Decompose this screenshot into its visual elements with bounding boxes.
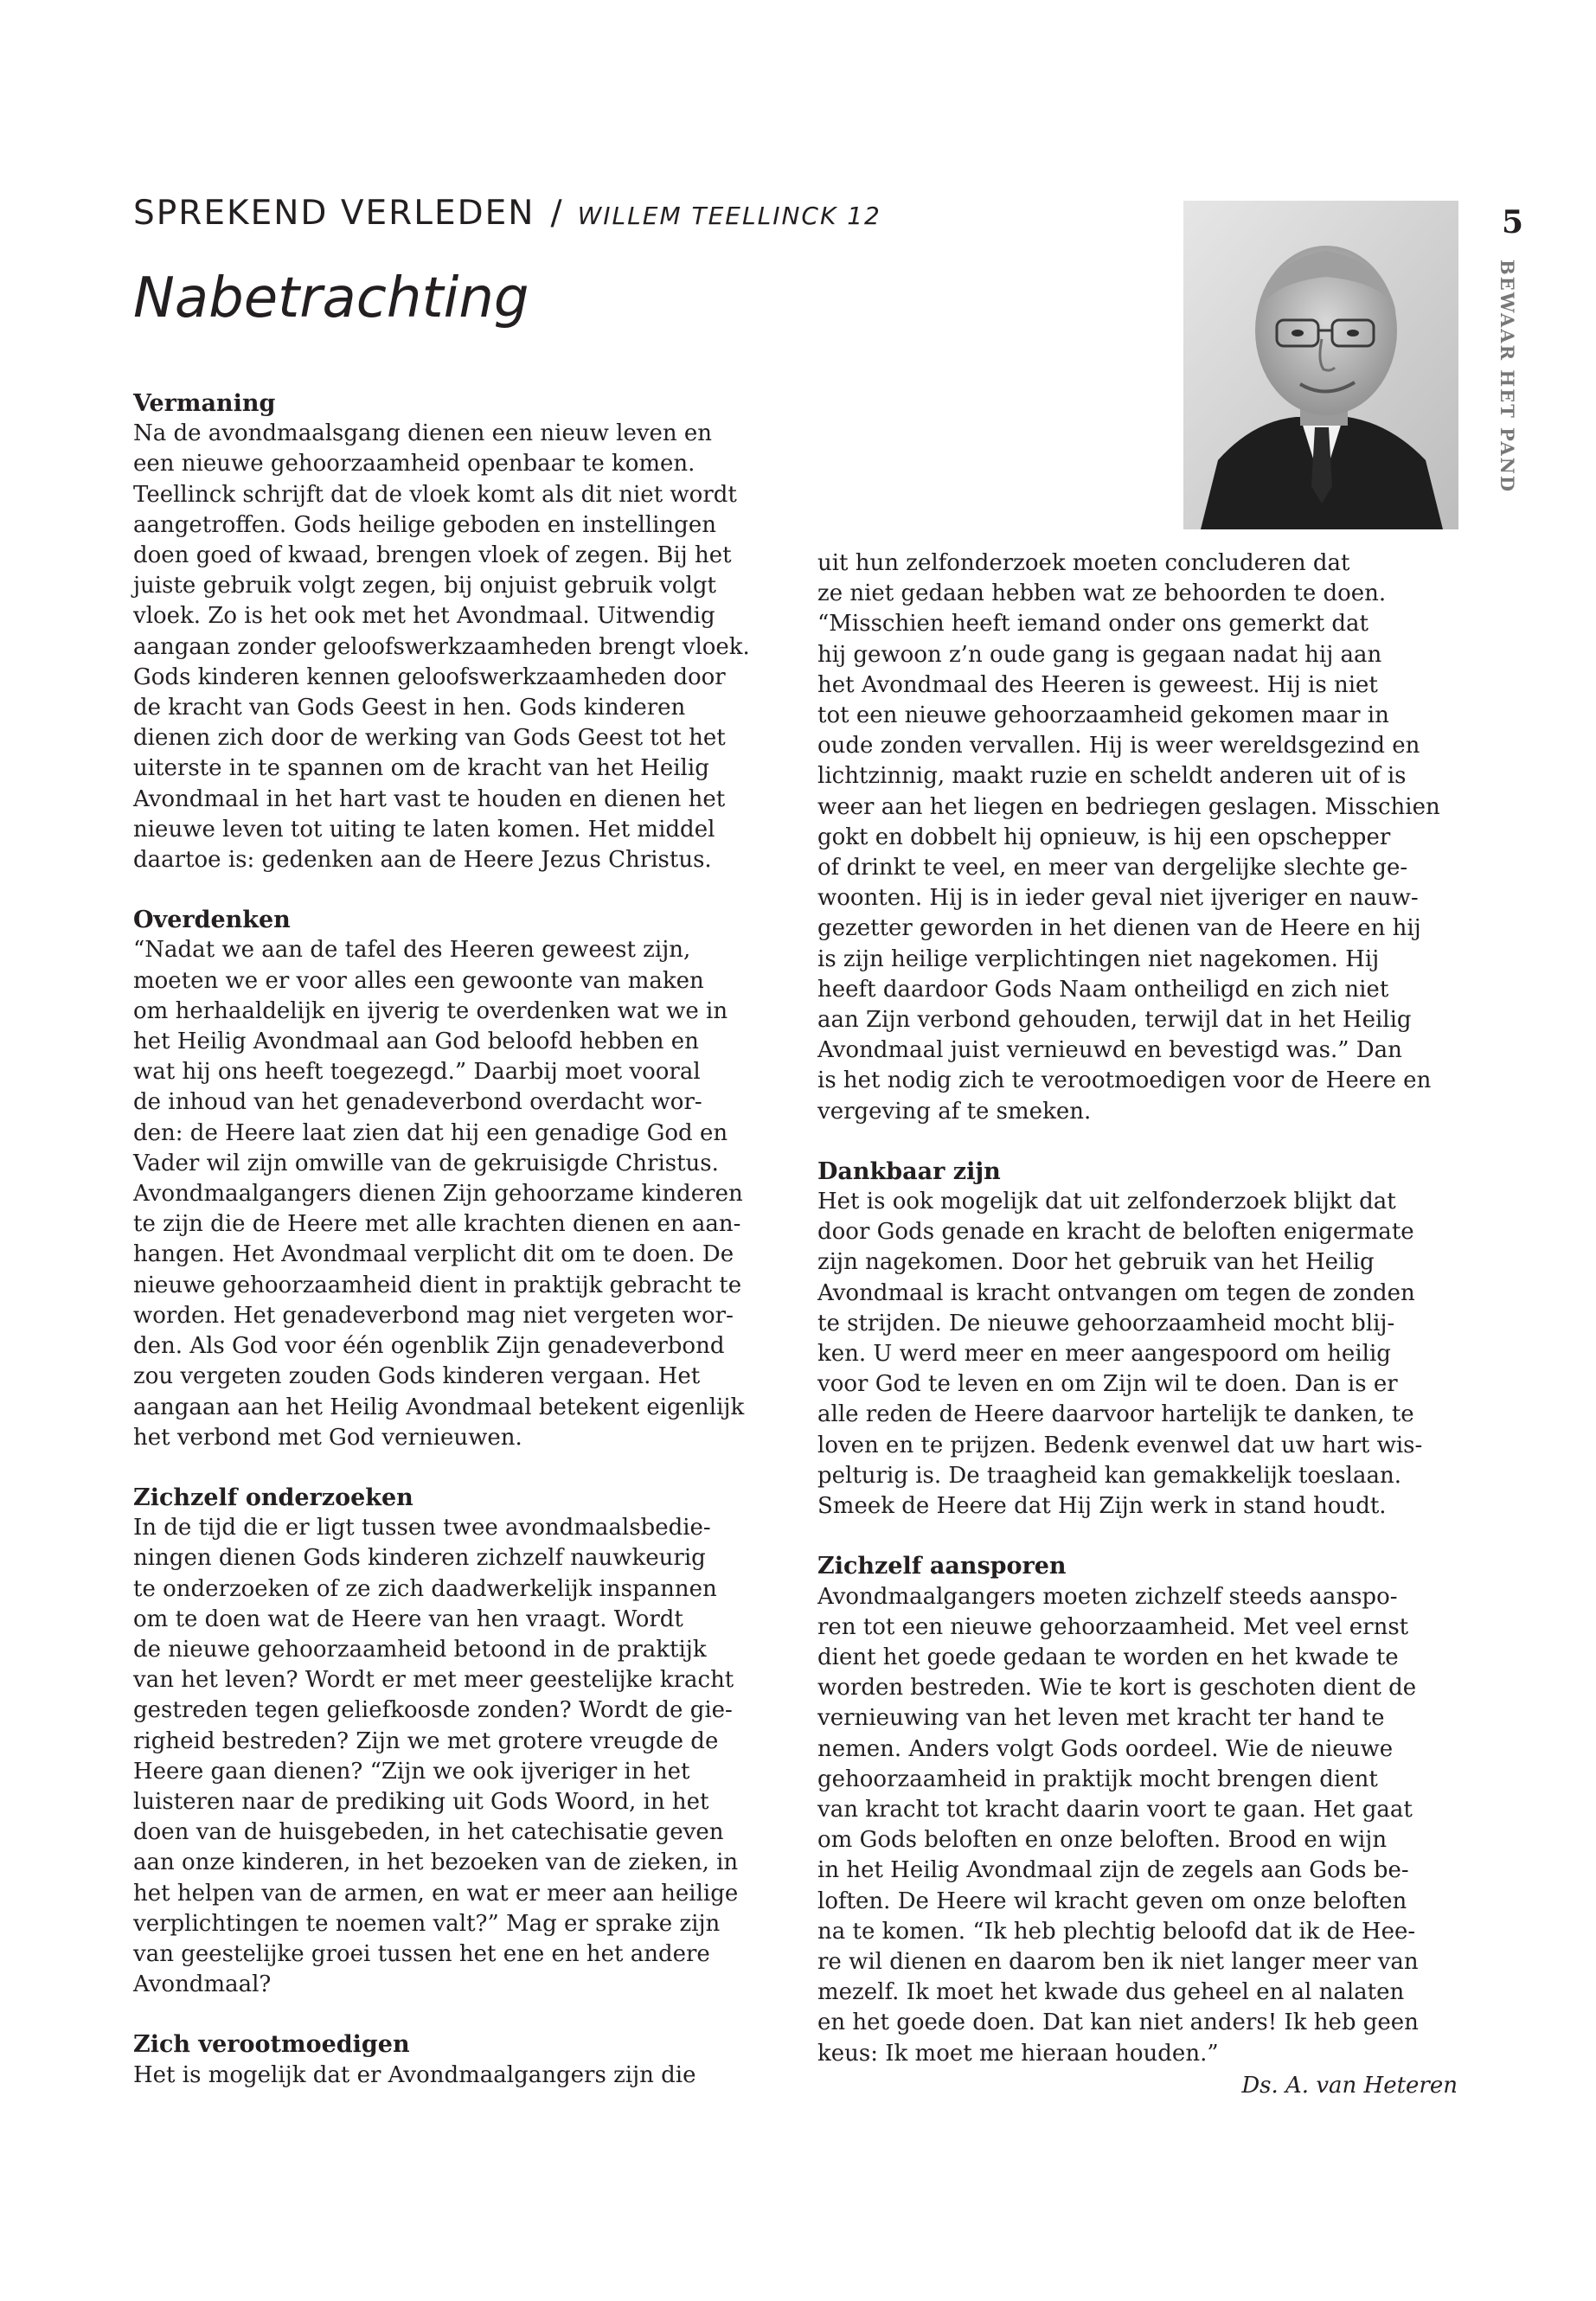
article-section — [133, 2029, 791, 2090]
header-separator: / — [550, 194, 562, 233]
right-column — [817, 548, 1475, 2101]
article-title: Nabetrachting — [133, 266, 529, 330]
section-body: Het is ook mogelijk dat uit zelfonderzoek blijkt dat door Gods genade en kracht de beloften enigermate zijn nagekomen. Door het gebruik van het Heilig Avondmaal is kracht ontvangen om tegen de zonden te strijden. De nieuwe gehoorzaamheid mocht blij- ken. U werd meer en meer aangespoord om heilig voor God te leven en om Zijn wil te doen. Dan is er alle reden de Heere daarvoor hartelijk te danken, te loven en te prijzen. Bedenk evenwel dat uw hart wis- pelturig is. De traagheid kan gemakkelijk toeslaan. Smeek de Heere dat Hij Zijn werk in stand houdt. — [817, 1189, 1423, 1520]
section-heading: Vermaning — [133, 390, 276, 417]
section-body: Het is mogelijk dat er Avondmaalgangers zijn die — [133, 2061, 696, 2088]
article-section — [133, 905, 791, 1453]
page-header — [133, 194, 881, 233]
article-section — [817, 1157, 1475, 1522]
article-section-continuation — [817, 548, 1475, 1127]
section-heading: Zichzelf onderzoeken — [133, 1484, 413, 1511]
article-section — [817, 1551, 1475, 2068]
page-number: 5 — [1502, 204, 1524, 240]
portrait-photo — [1183, 201, 1458, 529]
section-body: Avondmaalgangers moeten zichzelf steeds aanspo- ren tot een nieuwe gehoorzaamheid. Met veel ernst dient het goede gedaan te worden en het kwade te worden bestreden. Wie te kort is geschoten dient de vernieuwing van het leven met kracht ter hand te nemen. Anders volgt Gods oordeel. Wie de nieuwe gehoorzaamheid in praktijk mocht brengen dient van kracht tot kracht daarin voort te gaan. Het gaat om Gods beloften en onze beloften. Brood en wijn in het Heilig Avondmaal zijn de zegels aan Gods be- loften. De Heere wil kracht geven om onze beloften na te komen. “Ik heb plechtig beloofd dat ik de Hee- re wil dienen en daarom ben ik niet langer meer van mezelf. Ik moet het kwade dus geheel en al nalaten en het goede doen. Dat kan niet anders! Ik heb geen keus: Ik moet me hieraan houden.” — [817, 1583, 1419, 2067]
article-section — [133, 388, 791, 875]
section-heading: Overdenken — [133, 907, 291, 934]
section-body: In de tijd die er ligt tussen twee avondmaalsbedie- ningen dienen Gods kinderen zichzelf nauwkeurig te onderzoeken of ze zich daadwerkelijk inspannen om te doen wat de Heere van hen vraagt. Wordt de nieuwe gehoorzaamheid betoond in de praktijk van het leven? Wordt er met meer geestelijke kracht gestreden tegen geliefkoosde zonden? Wordt de gie- righeid bestreden? Zijn we met grotere vreugde de Heere gaan dienen? “Zijn we ook ijveriger in het luisteren naar de prediking uit Gods Woord, in het doen van de huisgebeden, in het catechisatie geven aan onze kinderen, in het bezoeken van de zieken, in het helpen van de armen, en wat er meer aan heilige verplichtingen te noemen valt?” Mag er sprake zijn van geestelijke groei tussen het ene en het andere Avondmaal? — [133, 1515, 739, 1998]
section-heading: Zichzelf aansporen — [817, 1553, 1067, 1580]
portrait-illustration — [1183, 201, 1458, 529]
section-body: Na de avondmaalsgang dienen een nieuw leven en een nieuwe gehoorzaamheid openbaar te komen. Teellinck schrijft dat de vloek komt als dit niet wordt aangetroffen. Gods heilige geboden en instellingen doen goed of kwaad, brengen vloek of zegen. Bij het juiste gebruik volgt zegen, bij onjuist gebruik volgt vloek. Zo is het ook met het Avondmaal. Uitwendig aangaan zonder geloofswerkzaamheden brengt vloek. Gods kinderen kennen geloofswerkzaamheden door de kracht van Gods Geest in hen. Gods kinderen dienen zich door de werking van Gods Geest tot het uiterste in te spannen om de kracht van het Heilig Avondmaal in het hart vast te houden en dienen het nieuwe leven tot uiting te laten komen. Het middel daartoe is: gedenken aan de Heere Jezus Christus. — [133, 420, 750, 874]
section-body: uit hun zelfonderzoek moeten concluderen dat ze niet gedaan hebben wat ze behoorden te doen. “Misschien heeft iemand onder ons gemerkt dat hij gewoon z’n oude gang is gegaan nadat hij aan het Avondmaal des Heeren is geweest. Hij is niet tot een nieuwe gehoorzaamheid gekomen maar in oude zonden vervallen. Hij is weer wereldsgezind en lichtzinnig, maakt ruzie en scheldt anderen uit of is weer aan het liegen en bedriegen geslagen. Misschien gokt en dobbelt hij opnieuw, is hij een opschepper of drinkt te veel, en meer van dergelijke slechte ge- woonten. Hij is in ieder geval niet ijveriger en nauw- gezetter geworden in het dienen van de Heere en hij is zijn heilige verplichtingen niet nagekomen. Hij heeft daardoor Gods Naam ontheiligd en zich niet aan Zijn verbond gehouden, terwijl dat in het Heilig Avondmaal juist vernieuwd en bevestigd was.” Dan is het nodig zich te verootmoedigen voor de Heere en vergeving af te smeken. — [817, 550, 1440, 1125]
left-column — [133, 388, 791, 2120]
section-body: “Nadat we aan de tafel des Heeren geweest zijn, moeten we er voor alles een gewoonte van maken om herhaaldelijk en ijverig te overdenken wat we in het Heilig Avondmaal aan God beloofd hebben en wat hij ons heeft toegezegd.” Daarbij moet vooral de inhoud van het genadeverbond overdacht wor- den: de Heere laat zien dat hij een genadige God en Vader wil zijn omwille van de gekruisigde Christus. Avondmaalgangers dienen Zijn gehoorzame kinderen te zijn die de Heere met alle krachten dienen en aan- hangen. Het Avondmaal verplicht dit om te doen. De nieuwe gehoorzaamheid dient in praktijk gebracht te worden. Het genadeverbond mag niet vergeten wor- den. Als God voor één ogenblik Zijn genadeverbond zou vergeten zouden Gods kinderen vergaan. Het aangaan aan het Heilig Avondmaal betekent eigenlijk het verbond met God vernieuwen. — [133, 937, 745, 1451]
author-signature: Ds. A. van Heteren — [1241, 2072, 1458, 2099]
series-subtitle: WILLEM TEELLINCK 12 — [577, 202, 881, 230]
section-heading: Dankbaar zijn — [817, 1157, 1001, 1185]
section-heading: Zich verootmoedigen — [133, 2031, 410, 2059]
magazine-side-label: BEWAAR HET PAND — [1497, 260, 1518, 494]
article-section — [133, 1483, 791, 2000]
series-title: SPREKEND VERLEDEN — [133, 194, 535, 233]
